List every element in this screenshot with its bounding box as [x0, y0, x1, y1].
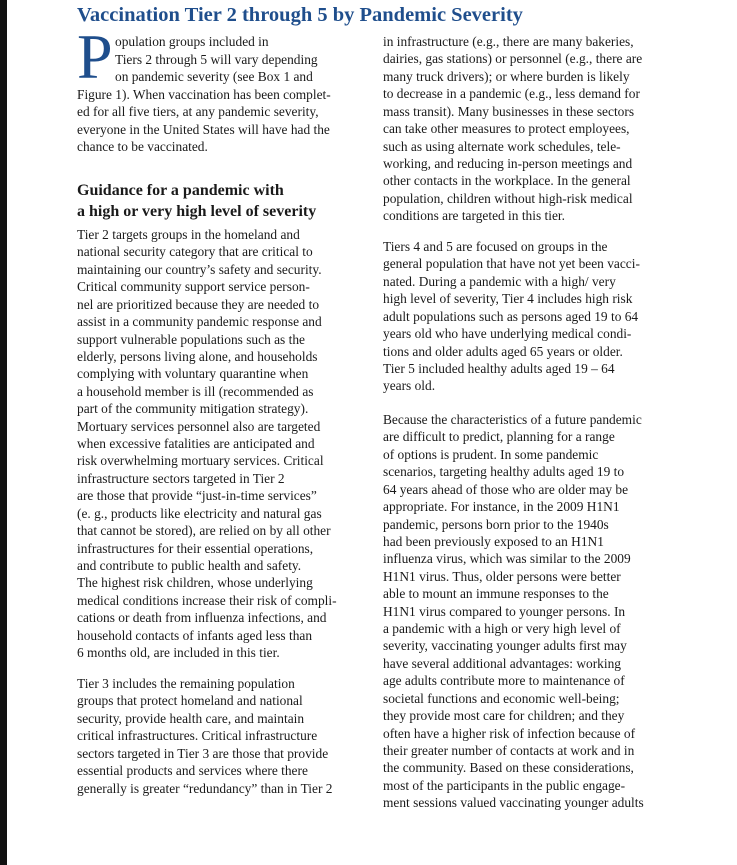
section-heading-line: Guidance for a pandemic with: [77, 182, 284, 199]
intro-line: opulation groups included in: [115, 34, 269, 49]
right-para2-line: general population that have not yet been vacci-: [383, 256, 640, 272]
right-para3-line: their greater number of contacts at work and in: [383, 742, 635, 758]
right-para3-line: Because the characteristics of a future pandemic: [383, 412, 642, 427]
right-para1-line: working, and reducing in-person meetings and: [383, 155, 633, 171]
tier2-line: part of the community mitigation strategy).: [77, 401, 309, 417]
tier2-line: and contribute to public health and safety.: [77, 557, 302, 573]
tier2-line: assist in a community pandemic response and: [77, 314, 322, 330]
right-para3-line: most of the participants in the public engage-: [383, 777, 626, 793]
right-para1-line: in infrastructure (e.g., there are many bakeries,: [383, 34, 634, 49]
tier2-line: Mortuary services personnel also are targeted: [77, 418, 321, 434]
page-title: Vaccination Tier 2 through 5 by Pandemic Severity: [77, 4, 523, 26]
right-para3-line: appropriate. For instance, in the 2009 H1N1: [383, 499, 620, 515]
tier2-line: that cannot be stored), are relied on by all other: [77, 523, 331, 539]
right-para2-line: adult populations such as persons aged 19 to 64: [383, 308, 639, 324]
right-para1-line: population, children without high-risk medical: [383, 190, 633, 206]
tier2-line: nel are prioritized because they are needed to: [77, 296, 320, 312]
right-para3-line: a pandemic with a high or very high level of: [383, 621, 621, 637]
tier2-line: The highest risk children, whose underlying: [77, 575, 313, 591]
right-para3-line: are difficult to predict, planning for a range: [383, 429, 615, 445]
intro-line: everyone in the United States will have had the: [77, 121, 330, 137]
tier3-line: essential products and services where there: [77, 763, 308, 779]
right-para3-line: age adults contribute more to maintenance of: [383, 673, 625, 689]
right-para1-line: mass transit). Many businesses in these sectors: [383, 103, 635, 119]
right-para3-line: societal functions and economic well-being;: [383, 690, 620, 706]
right-para1-line: other contacts in the workplace. In the general: [383, 173, 631, 189]
tier2-line: Tier 2 targets groups in the homeland and: [77, 227, 300, 242]
tier2-line: 6 months old, are included in this tier.: [77, 645, 280, 661]
right-para3-line: have several additional advantages: working: [383, 655, 621, 671]
right-para1-line: dairies, gas stations) or personnel (e.g., there are: [383, 51, 643, 67]
intro-line: Tiers 2 through 5 will vary depending: [115, 51, 318, 67]
tier3-line: generally is greater “redundancy” than in Tier 2: [77, 780, 333, 796]
tier2-line: infrastructures for their essential operations,: [77, 540, 314, 556]
right-para3-line: scenarios, targeting healthy adults aged 19 to: [383, 464, 625, 480]
right-para2-line: high level of severity, Tier 4 includes high risk: [383, 291, 633, 307]
intro-line: on pandemic severity (see Box 1 and: [115, 69, 313, 84]
right-para3-line: able to mount an immune responses to the: [383, 586, 609, 602]
right-para2-line: tions and older adults aged 65 years or older.: [383, 343, 623, 359]
tier2-line: are those that provide “just-in-time services”: [77, 488, 317, 504]
tier2-line: Critical community support service person-: [77, 279, 310, 295]
tier2-line: when excessive fatalities are anticipated and: [77, 436, 315, 452]
right-para3-line: influenza virus, which was similar to the 2009: [383, 551, 631, 567]
right-para1-line: such as using alternate work schedules, tele-: [383, 138, 621, 154]
right-para3-line: 64 years ahead of those who are older may be: [383, 481, 629, 497]
right-para1-line: to decrease in a pandemic (e.g., less demand for: [383, 86, 640, 102]
section-heading-line: a high or very high level of severity: [77, 202, 317, 220]
tier2-line: maintaining our country’s safety and security.: [77, 261, 322, 277]
tier3-line: sectors targeted in Tier 3 are those that provide: [77, 745, 329, 761]
drop-cap: P: [77, 21, 113, 92]
tier3-line: critical infrastructures. Critical infrastructure: [77, 728, 318, 744]
tier2-line: support vulnerable populations such as the: [77, 331, 305, 347]
right-para3-line: pandemic, persons born prior to the 1940s: [383, 516, 609, 532]
right-para2-line: Tiers 4 and 5 are focused on groups in the: [383, 239, 608, 254]
tier2-line: household contacts of infants aged less than: [77, 627, 313, 643]
right-para3-line: ment sessions valued vaccinating younger adults: [383, 795, 644, 811]
tier2-line: a household member is ill (recommended as: [77, 383, 314, 399]
right-para2-line: Tier 5 included healthy adults aged 19 – 64: [383, 360, 615, 376]
right-para1-line: can take other measures to protect employees,: [383, 121, 630, 137]
right-para3-line: the community. Based on these considerations,: [383, 760, 634, 776]
tier2-line: national security category that are critical to: [77, 244, 313, 260]
tier3-line: Tier 3 includes the remaining population: [77, 676, 295, 691]
intro-line: chance to be vaccinated.: [77, 139, 208, 154]
intro-line: ed for all five tiers, at any pandemic severity,: [77, 104, 319, 119]
right-para3-line: H1N1 virus. Thus, older persons were better: [383, 568, 621, 584]
right-para3-line: often have a higher risk of infection because of: [383, 725, 636, 741]
intro-line: Figure 1). When vaccination has been complet-: [77, 86, 331, 102]
tier2-line: cations or death from influenza infections, and: [77, 610, 327, 626]
right-para2-line: years old.: [383, 378, 436, 394]
tier2-line: complying with voluntary quarantine when: [77, 366, 309, 382]
right-para2-line: years old who have underlying medical condi-: [383, 326, 632, 342]
tier3-line: security, provide health care, and maintain: [77, 710, 305, 726]
tier2-line: risk overwhelming mortuary services. Critical: [77, 453, 324, 469]
right-para3-line: severity, vaccinating younger adults first may: [383, 638, 627, 654]
right-para3-line: H1N1 virus compared to younger persons. In: [383, 603, 626, 619]
right-para2-line: nated. During a pandemic with a high/ very: [383, 273, 616, 289]
right-para3-line: had been previously exposed to an H1N1: [383, 533, 604, 549]
right-para3-line: of options is prudent. In some pandemic: [383, 446, 599, 462]
tier2-line: medical conditions increase their risk of compli-: [77, 592, 337, 608]
tier2-line: (e. g., products like electricity and natural gas: [77, 505, 322, 521]
tier3-line: groups that protect homeland and national: [77, 693, 303, 709]
tier2-line: infrastructure sectors targeted in Tier 2: [77, 470, 285, 486]
right-para3-line: they provide most care for children; and they: [383, 708, 625, 724]
tier2-line: elderly, persons living alone, and households: [77, 348, 318, 364]
right-para1-line: conditions are targeted in this tier.: [383, 208, 565, 224]
right-para1-line: many truck drivers); or where burden is likely: [383, 68, 630, 84]
